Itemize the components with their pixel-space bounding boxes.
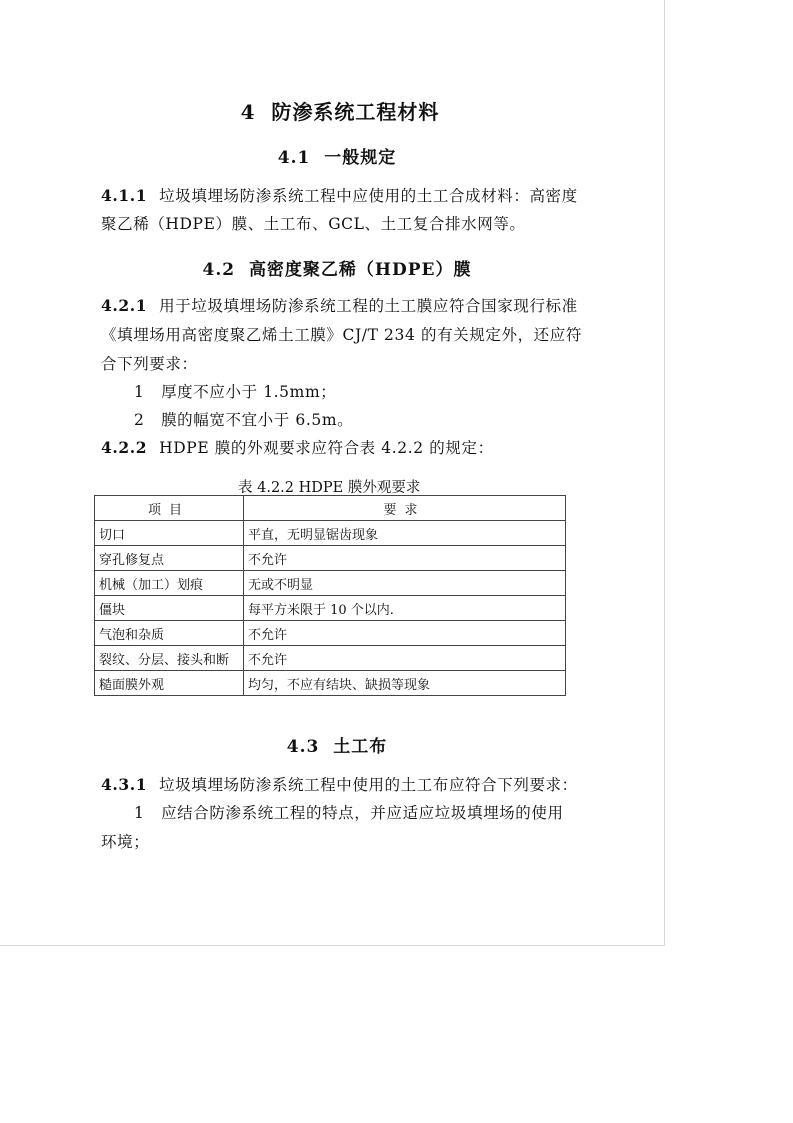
section-number: 4.1 [277,148,311,168]
table-row [95,646,566,671]
table-cell-requirement: 平直，无明显锯齿现象 [244,521,566,546]
list-item-text: 应结合防渗系统工程的特点，并应适应垃圾填埋场的使用 [161,804,564,822]
clause-number: 4.2.2 [101,438,148,457]
list-item-2 [134,408,353,430]
clause-number: 4.2.1 [101,296,148,315]
table-row [95,546,566,571]
section-title: 一般规定 [324,148,397,168]
table-cell-requirement: 无或不明显 [244,571,566,596]
clause-text: 用于垃圾填埋场防渗系统工程的土工膜应符合国家现行标准 [159,297,578,315]
list-item-text: 厚度不应小于 1.5mm； [161,383,337,401]
table-row [95,596,566,621]
clause-4-3-1 [101,773,578,795]
clause-number: 4.3.1 [101,775,148,794]
clause-4-1-1-line-2: 聚乙稀（HDPE）膜、土工布、GCL、土工复合排水网等。 [101,215,526,233]
chapter-heading [0,96,680,125]
table-caption: 表 4.2.2 HDPE 膜外观要求 [238,480,421,496]
table-cell-requirement: 不允许 [244,646,566,671]
section-heading-4-1 [0,143,674,168]
section-heading-4-3 [0,732,674,757]
clause-number: 4.1.1 [101,186,148,205]
section-title: 高密度聚乙稀（HDPE）膜 [248,260,472,280]
table-cell-item: 切口 [95,521,244,546]
table-cell-requirement: 均匀，不应有结块、缺损等现象 [244,671,566,696]
section-number: 4.3 [286,737,320,757]
clause-4-1-1-line-1 [101,184,578,206]
table-cell-item: 机械（加工）划痕 [95,571,244,596]
section-number: 4.2 [202,260,236,280]
clause-4-2-2 [101,436,494,458]
table-row [95,671,566,696]
list-item-number: 1 [134,804,145,822]
list-item-text: 膜的幅宽不宜小于 6.5m。 [161,411,354,429]
table-header-row [95,496,566,521]
table-cell-item: 糙面膜外观 [95,671,244,696]
section-title: 土工布 [333,737,388,757]
list-item-1-line-1 [134,801,564,823]
list-item-1 [134,380,336,402]
table-row [95,621,566,646]
table-cell-requirement: 不允许 [244,621,566,646]
table-cell-requirement: 不允许 [244,546,566,571]
column-header-item: 项目 [95,496,244,521]
table-cell-item: 僵块 [95,596,244,621]
table-cell-item: 穿孔修复点 [95,546,244,571]
list-item-number: 2 [134,411,145,429]
section-heading-4-2 [0,255,674,280]
clause-4-2-1-line-3: 合下列要求： [101,355,198,373]
clause-text: 垃圾填埋场防渗系统工程中使用的土工布应符合下列要求： [159,776,578,794]
table-row [95,571,566,596]
list-item-number: 1 [134,383,145,401]
clause-text: 垃圾填埋场防渗系统工程中应使用的土工合成材料：高密度 [159,187,578,205]
clause-4-2-1-line-2: 《填埋场用高密度聚乙烯土工膜》CJ/T 234 的有关规定外，还应符 [101,326,582,344]
table-cell-requirement: 每平方米限于 10 个以内. [244,596,566,621]
list-item-1-line-2: 环境； [101,833,150,851]
table-row [95,521,566,546]
clause-4-2-1-line-1 [101,294,578,316]
column-header-requirement: 要求 [244,496,566,521]
table-cell-item: 气泡和杂质 [95,621,244,646]
chapter-number: 4 [240,100,256,124]
chapter-title: 防渗系统工程材料 [271,100,440,124]
appearance-requirements-table [94,495,566,696]
table-cell-item: 裂纹、分层、接头和断 [95,646,244,671]
clause-text: HDPE 膜的外观要求应符合表 4.2.2 的规定： [159,439,494,457]
